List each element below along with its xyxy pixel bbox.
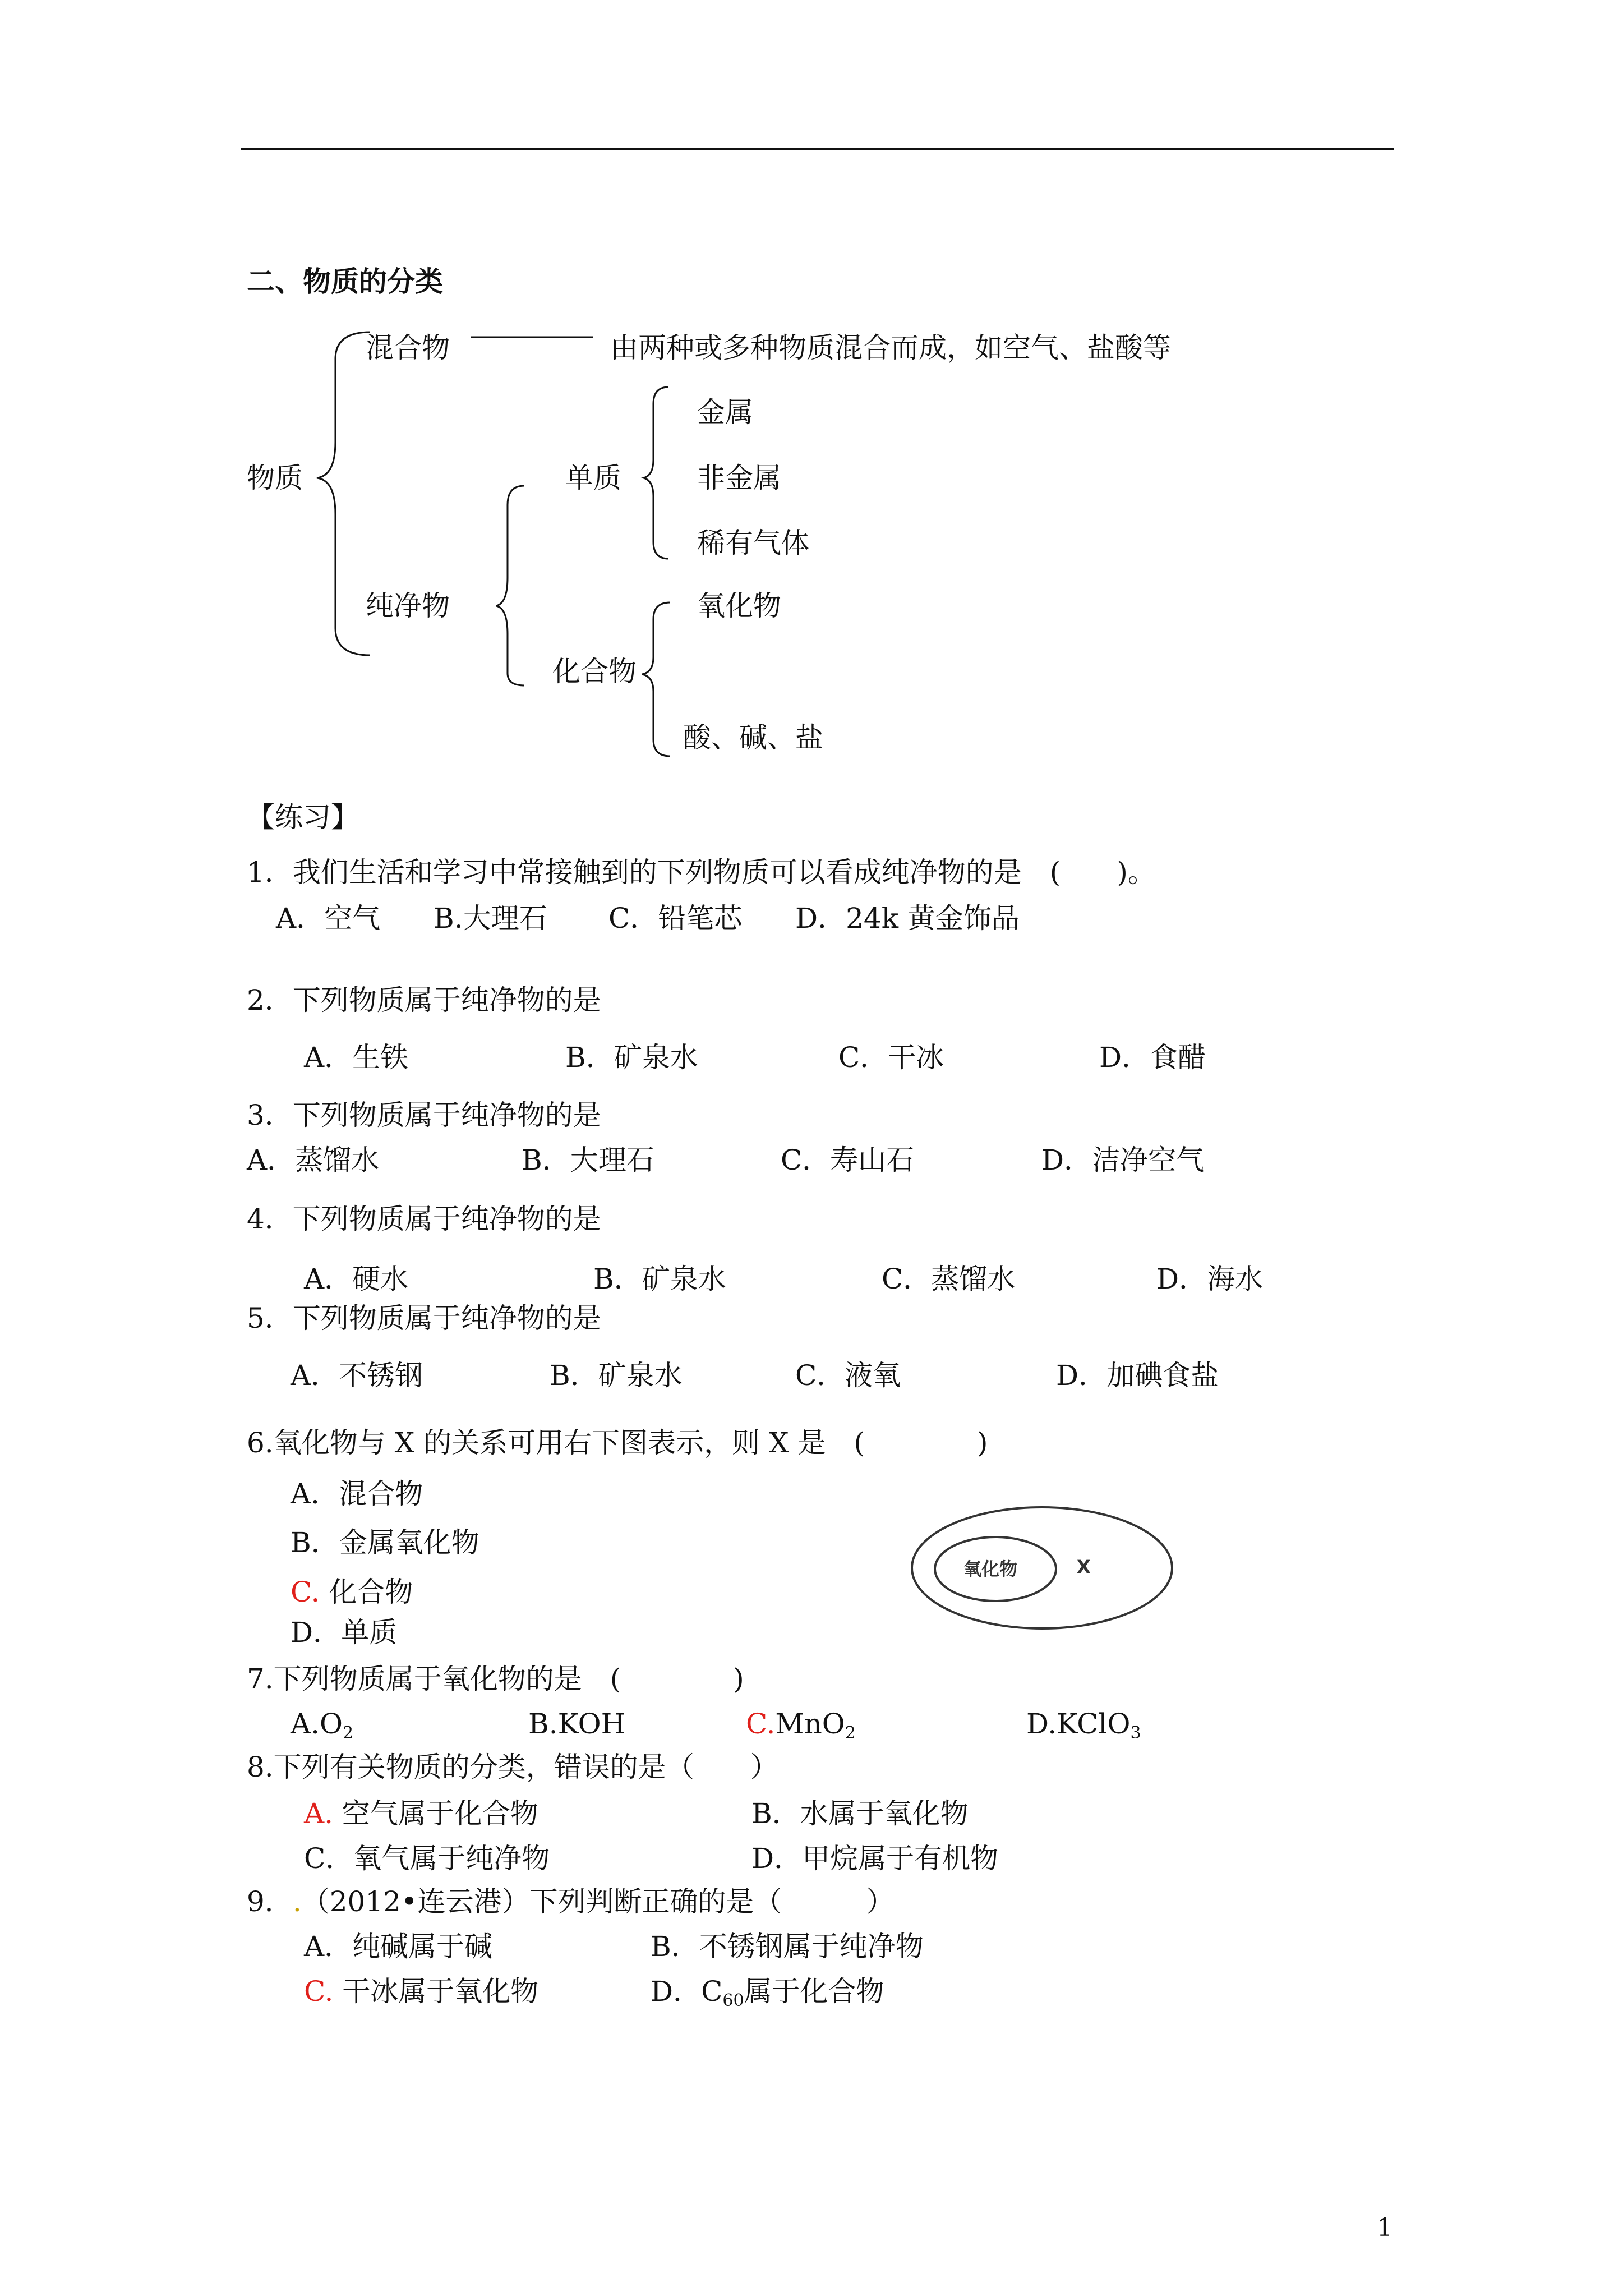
question-8-option-b: B．水属于氧化物 bbox=[751, 1797, 969, 1830]
question-6-option-b: B．金属氧化物 bbox=[291, 1526, 479, 1559]
tree-element-child: 稀有气体 bbox=[697, 527, 809, 559]
question-7-option-a bbox=[291, 1708, 354, 1743]
stray-dot: . bbox=[292, 1885, 302, 1918]
question-5-option-c: C．液氧 bbox=[795, 1359, 901, 1392]
question-1-option-b: B.大理石 bbox=[434, 902, 547, 935]
question-5-option-a: A．不锈钢 bbox=[291, 1359, 423, 1392]
option-text: 空气属于化合物 bbox=[342, 1797, 538, 1830]
question-9-stem bbox=[247, 1885, 895, 1918]
page-number: 1 bbox=[1377, 2214, 1393, 2242]
question-8-stem: 8.下列有关物质的分类，错误的是（ ） bbox=[247, 1751, 778, 1783]
question-2-option-d: D．食醋 bbox=[1099, 1041, 1206, 1074]
brace-compound bbox=[642, 602, 670, 756]
question-1-option-a: A．空气 bbox=[276, 902, 381, 935]
question-3-option-c: C．寿山石 bbox=[781, 1144, 915, 1176]
question-5-option-d: D．加碘食盐 bbox=[1056, 1359, 1219, 1392]
option-text: 化合物 bbox=[329, 1576, 413, 1608]
tree-mixture-desc: 由两种或多种物质混合而成，如空气、盐酸等 bbox=[610, 332, 1171, 364]
question-3-option-a: A．蒸馏水 bbox=[247, 1144, 380, 1176]
question-9-option-c bbox=[304, 1975, 539, 2008]
question-3-option-b: B．大理石 bbox=[522, 1144, 654, 1176]
question-4-option-a: A．硬水 bbox=[304, 1263, 409, 1295]
question-7-option-b: B.KOH bbox=[528, 1708, 626, 1740]
question-4-stem: 4．下列物质属于纯净物的是 bbox=[247, 1203, 601, 1235]
tree-compound-child: 氧化物 bbox=[697, 590, 781, 622]
question-7-option-d bbox=[1026, 1708, 1141, 1743]
question-2-option-a: A．生铁 bbox=[304, 1041, 409, 1074]
question-4-option-c: C．蒸馏水 bbox=[882, 1263, 1016, 1295]
question-7-stem: 7.下列物质属于氧化物的是 ( ) bbox=[247, 1663, 744, 1695]
question-4-option-d: D．海水 bbox=[1156, 1263, 1264, 1295]
subscript: 3 bbox=[1130, 1723, 1141, 1743]
tree-element-child: 非金属 bbox=[697, 462, 781, 494]
option-text: D．C bbox=[651, 1975, 723, 2008]
question-8-option-d: D．甲烷属于有机物 bbox=[751, 1842, 999, 1875]
subscript: 2 bbox=[845, 1723, 856, 1743]
tree-root-label: 物质 bbox=[247, 462, 303, 494]
option-text: A.O bbox=[291, 1708, 343, 1740]
option-text: 属于化合物 bbox=[744, 1975, 884, 2008]
tree-element-child: 金属 bbox=[697, 396, 753, 429]
question-3-stem: 3．下列物质属于纯净物的是 bbox=[247, 1099, 601, 1131]
brace-pure bbox=[496, 486, 524, 685]
answer-marker: C. bbox=[304, 1975, 334, 2008]
question-2-stem: 2．下列物质属于纯净物的是 bbox=[247, 984, 601, 1016]
answer-marker: C. bbox=[291, 1576, 320, 1608]
option-text: D.KClO bbox=[1026, 1708, 1131, 1740]
question-5-option-b: B．矿泉水 bbox=[550, 1359, 683, 1392]
question-8-option-a bbox=[304, 1797, 538, 1830]
question-2-option-b: B．矿泉水 bbox=[565, 1041, 698, 1074]
question-1-option-d: D．24k 黄金饰品 bbox=[795, 902, 1020, 935]
question-8-option-c: C．氧气属于纯净物 bbox=[304, 1842, 550, 1875]
stem-text: （2012•连云港）下列判断正确的是（ ） bbox=[301, 1885, 895, 1918]
tree-compound-child: 酸、碱、盐 bbox=[683, 721, 823, 754]
question-5-stem: 5．下列物质属于纯净物的是 bbox=[247, 1302, 601, 1335]
figure-outer-label: X bbox=[1077, 1556, 1091, 1577]
question-9-option-d bbox=[651, 1975, 884, 2010]
question-6-option-a: A．混合物 bbox=[291, 1478, 423, 1510]
question-6-option-c bbox=[291, 1578, 413, 1606]
tree-element-label: 单质 bbox=[565, 462, 621, 494]
question-2-option-c: C．干冰 bbox=[838, 1041, 944, 1074]
question-1-option-c: C．铅笔芯 bbox=[608, 902, 743, 935]
option-text: 干冰属于氧化物 bbox=[342, 1975, 539, 2008]
tree-compound-label: 化合物 bbox=[552, 655, 637, 688]
brace-element bbox=[644, 387, 668, 559]
tree-mixture-label: 混合物 bbox=[366, 332, 450, 364]
option-text: MnO bbox=[775, 1708, 845, 1740]
question-7-option-c bbox=[746, 1708, 856, 1743]
question-number: 9． bbox=[247, 1885, 293, 1918]
tree-pure-label: 纯净物 bbox=[366, 590, 450, 622]
brace-root bbox=[317, 332, 370, 655]
question-6-option-d: D．单质 bbox=[291, 1616, 398, 1649]
practice-title: 【练习】 bbox=[247, 801, 359, 834]
question-3-option-d: D．洁净空气 bbox=[1041, 1144, 1205, 1176]
figure-inner-label: 氧化物 bbox=[963, 1558, 1018, 1580]
question-1-stem: 1．我们生活和学习中常接触到的下列物质可以看成纯净物的是 ( )。 bbox=[247, 856, 1156, 889]
answer-marker: C. bbox=[746, 1708, 776, 1740]
subscript: 2 bbox=[343, 1723, 354, 1743]
question-9-option-a: A．纯碱属于碱 bbox=[304, 1930, 493, 1963]
question-6-stem: 6.氧化物与 X 的关系可用右下图表示，则 X 是 ( ) bbox=[247, 1427, 988, 1459]
question-4-option-b: B．矿泉水 bbox=[593, 1263, 726, 1295]
answer-marker: A. bbox=[304, 1797, 334, 1830]
section-title: 二、物质的分类 bbox=[247, 265, 443, 298]
question-9-option-b: B．不锈钢属于纯净物 bbox=[651, 1930, 924, 1963]
subscript: 60 bbox=[722, 1991, 744, 2010]
